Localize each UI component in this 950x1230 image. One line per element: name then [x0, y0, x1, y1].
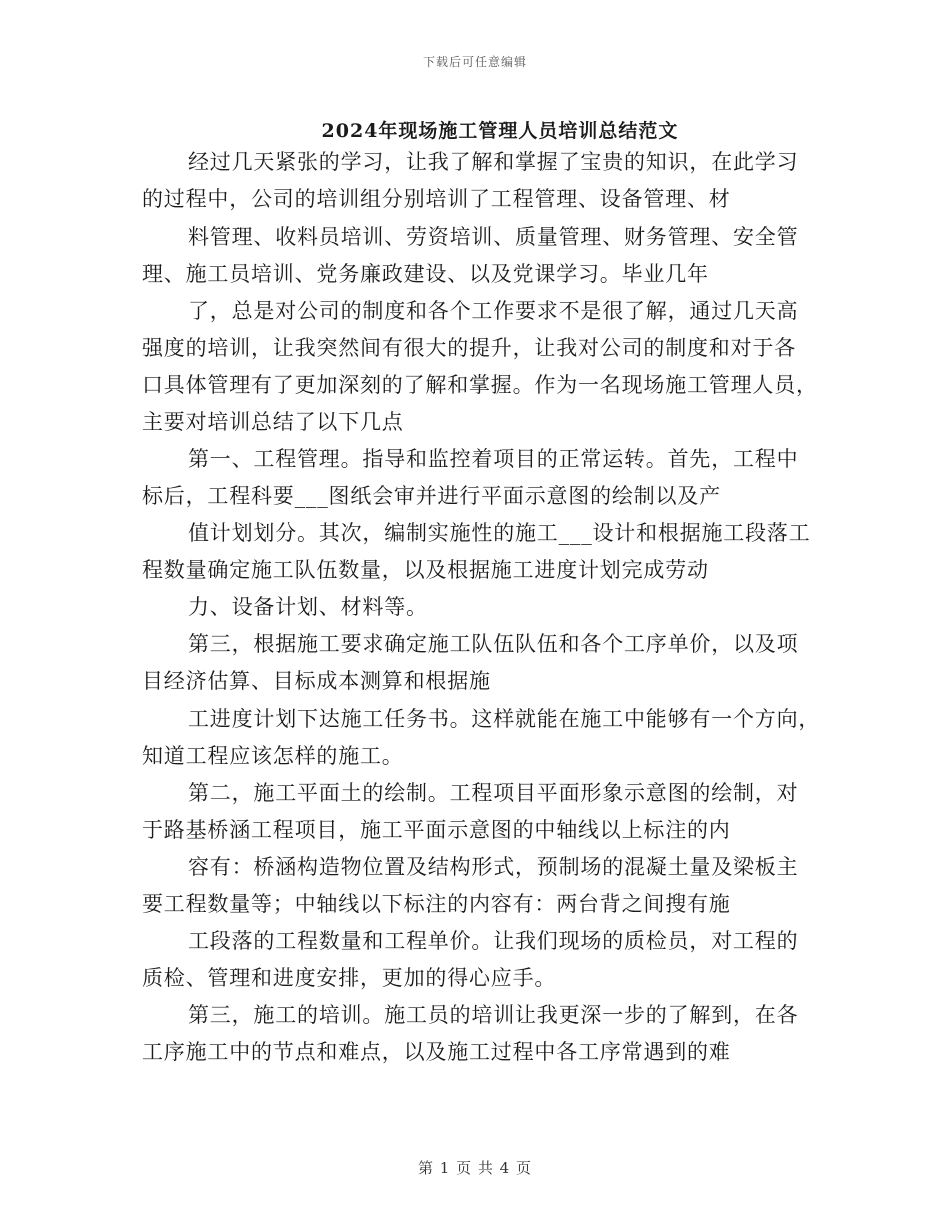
body-line: 于路基桥涵工程项目，施工平面示意图的中轴线以上标注的内 [142, 818, 731, 842]
body-line: 的过程中，公司的培训组分别培训了工程管理、设备管理、材 [142, 187, 731, 211]
body-line: 第三，施工的培训。施工员的培训让我更深一步的了解到，在各 [188, 1003, 799, 1027]
body-line: 主要对培训总结了以下几点 [142, 410, 404, 434]
body-line: 料管理、收料员培训、劳资培训、质量管理、财务管理、安全管 [188, 225, 799, 249]
body-line: 第二，施工平面土的绘制。工程项目平面形象示意图的绘制，对 [188, 781, 799, 805]
body-line: 经过几天紧张的学习，让我了解和掌握了宝贵的知识，在此学习 [188, 150, 799, 174]
body-line: 容有：桥涵构造物位置及结构形式，预制场的混凝土量及梁板主 [188, 855, 799, 879]
body-line: 第一、工程管理。指导和监控着项目的正常运转。首先，工程中 [188, 447, 799, 471]
body-line: 第三，根据施工要求确定施工队伍队伍和各个工序单价，以及项 [188, 632, 799, 656]
body-line: 力、设备计划、材料等。 [188, 595, 428, 619]
body-line: 质检、管理和进度安排，更加的得心应手。 [142, 966, 557, 990]
body-line: 了，总是对公司的制度和各个工作要求不是很了解，通过几天高 [188, 299, 799, 323]
body-line: 值计划划分。其次，编制实施性的施工___设计和根据施工段落工 [188, 521, 811, 545]
page-number: 第 1 页 共 4 页 [418, 1159, 532, 1177]
header-note: 下载后可任意编辑 [422, 55, 527, 69]
body-line: 知道工程应该怎样的施工。 [142, 744, 404, 768]
body-line: 程数量确定施工队伍数量，以及根据施工进度计划完成劳动 [142, 558, 709, 582]
body-line: 工序施工中的节点和难点，以及施工过程中各工序常遇到的难 [142, 1040, 731, 1064]
body-line: 标后，工程科要___图纸会审并进行平面示意图的绘制以及产 [142, 484, 721, 508]
body-line: 工段落的工程数量和工程单价。让我们现场的质检员，对工程的 [188, 929, 799, 953]
body-line: 口具体管理有了更加深刻的了解和掌握。作为一名现场施工管理人员， [142, 373, 818, 397]
body-line: 目经济估算、目标成本测算和根据施 [142, 669, 491, 693]
body-line: 强度的培训，让我突然间有很大的提升，让我对公司的制度和对于各 [142, 336, 796, 360]
document-title: 2024年现场施工管理人员培训总结范文 [321, 120, 679, 142]
body-line: 理、施工员培训、党务廉政建设、以及党课学习。毕业几年 [142, 262, 709, 286]
body-line: 要工程数量等；中轴线以下标注的内容有：两台背之间搜有施 [142, 892, 731, 916]
body-line: 工进度计划下达施工任务书。这样就能在施工中能够有一个方向， [188, 707, 821, 731]
